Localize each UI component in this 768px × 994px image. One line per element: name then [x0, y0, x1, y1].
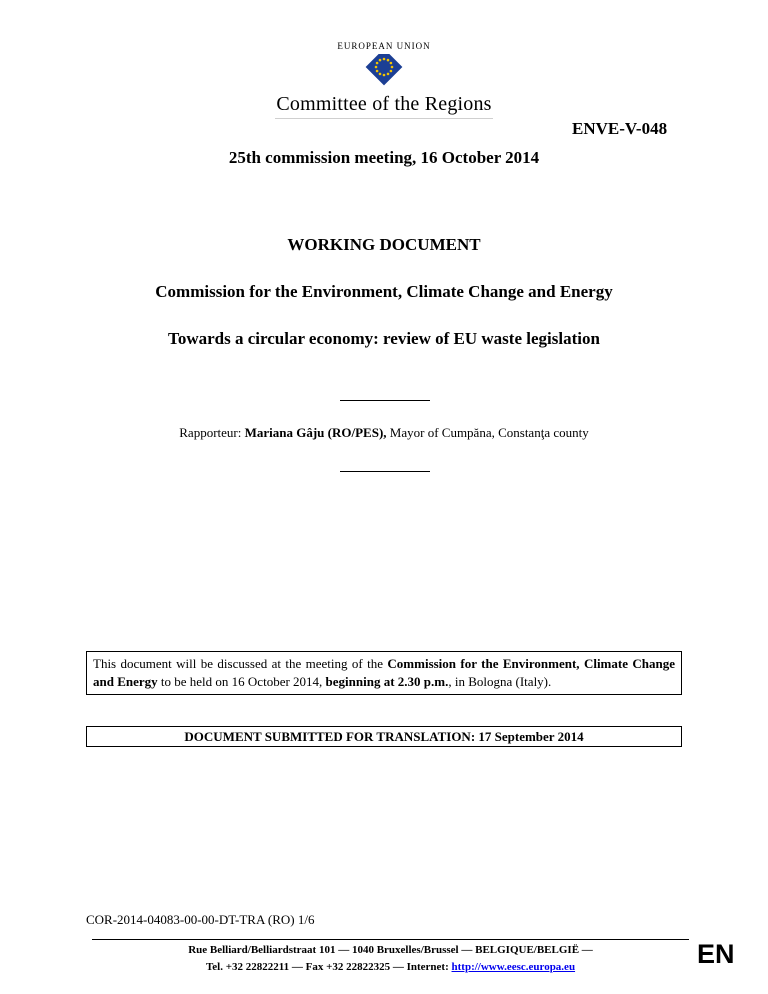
document-reference: COR-2014-04083-00-00-DT-TRA (RO) 1/6	[86, 912, 315, 927]
logo-star	[379, 73, 382, 76]
rapporteur-suffix: Mayor of Cumpăna, Constanţa county	[386, 425, 589, 440]
separator-line	[340, 471, 430, 472]
notice-text: to be held on 16 October 2014,	[157, 674, 326, 689]
document-code: ENVE-V-048	[572, 119, 668, 138]
logo-star	[391, 66, 394, 69]
footer-contact	[92, 961, 689, 973]
meeting-line: 25th commission meeting, 16 October 2014	[228, 148, 540, 167]
logo-star	[376, 62, 379, 65]
website-link[interactable]: http://www.eesc.europa.eu	[451, 961, 576, 973]
separator-line	[340, 400, 430, 401]
document-type: WORKING DOCUMENT	[287, 235, 481, 254]
logo-star	[390, 70, 393, 73]
notice-text: , in Bologna (Italy).	[448, 674, 552, 689]
institution-name: Committee of the Regions	[276, 93, 492, 115]
logo-divider	[275, 118, 493, 119]
rapporteur-name: Mariana Gâju (RO/PES),	[244, 425, 387, 440]
rapporteur-prefix: Rapporteur:	[179, 425, 245, 440]
eu-cor-logo-icon	[352, 54, 416, 94]
footer-contact-text: Tel. +32 22822211 — Fax +32 22822325 — Internet:	[205, 961, 452, 973]
logo-star	[390, 62, 393, 65]
logo-star	[387, 73, 390, 76]
logo-star	[375, 66, 378, 69]
meeting-notice-box	[86, 651, 682, 695]
logo-star	[379, 59, 382, 62]
language-code: EN	[697, 939, 735, 969]
logo-star	[383, 74, 386, 77]
logo-star	[383, 58, 386, 61]
eu-label: EUROPEAN UNION	[337, 41, 431, 51]
footer-divider	[92, 939, 689, 940]
rapporteur-line	[0, 425, 768, 441]
footer-address: Rue Belliard/Belliardstraat 101 — 1040 Bruxelles/Brussel — BELGIQUE/BELGIË —	[188, 944, 593, 956]
commission-name: Commission for the Environment, Climate Change and Energy	[155, 282, 613, 301]
logo-star	[376, 70, 379, 73]
submission-box: DOCUMENT SUBMITTED FOR TRANSLATION: 17 September 2014	[86, 726, 682, 747]
logo-star	[387, 59, 390, 62]
document-subject: Towards a circular economy: review of EU waste legislation	[168, 329, 600, 348]
notice-commission: Commission for the Environment, Climate Change and Energy	[93, 656, 675, 689]
notice-time: beginning at 2.30 p.m.	[325, 674, 449, 689]
notice-text: This document will be discussed at the meeting of the	[93, 656, 388, 671]
